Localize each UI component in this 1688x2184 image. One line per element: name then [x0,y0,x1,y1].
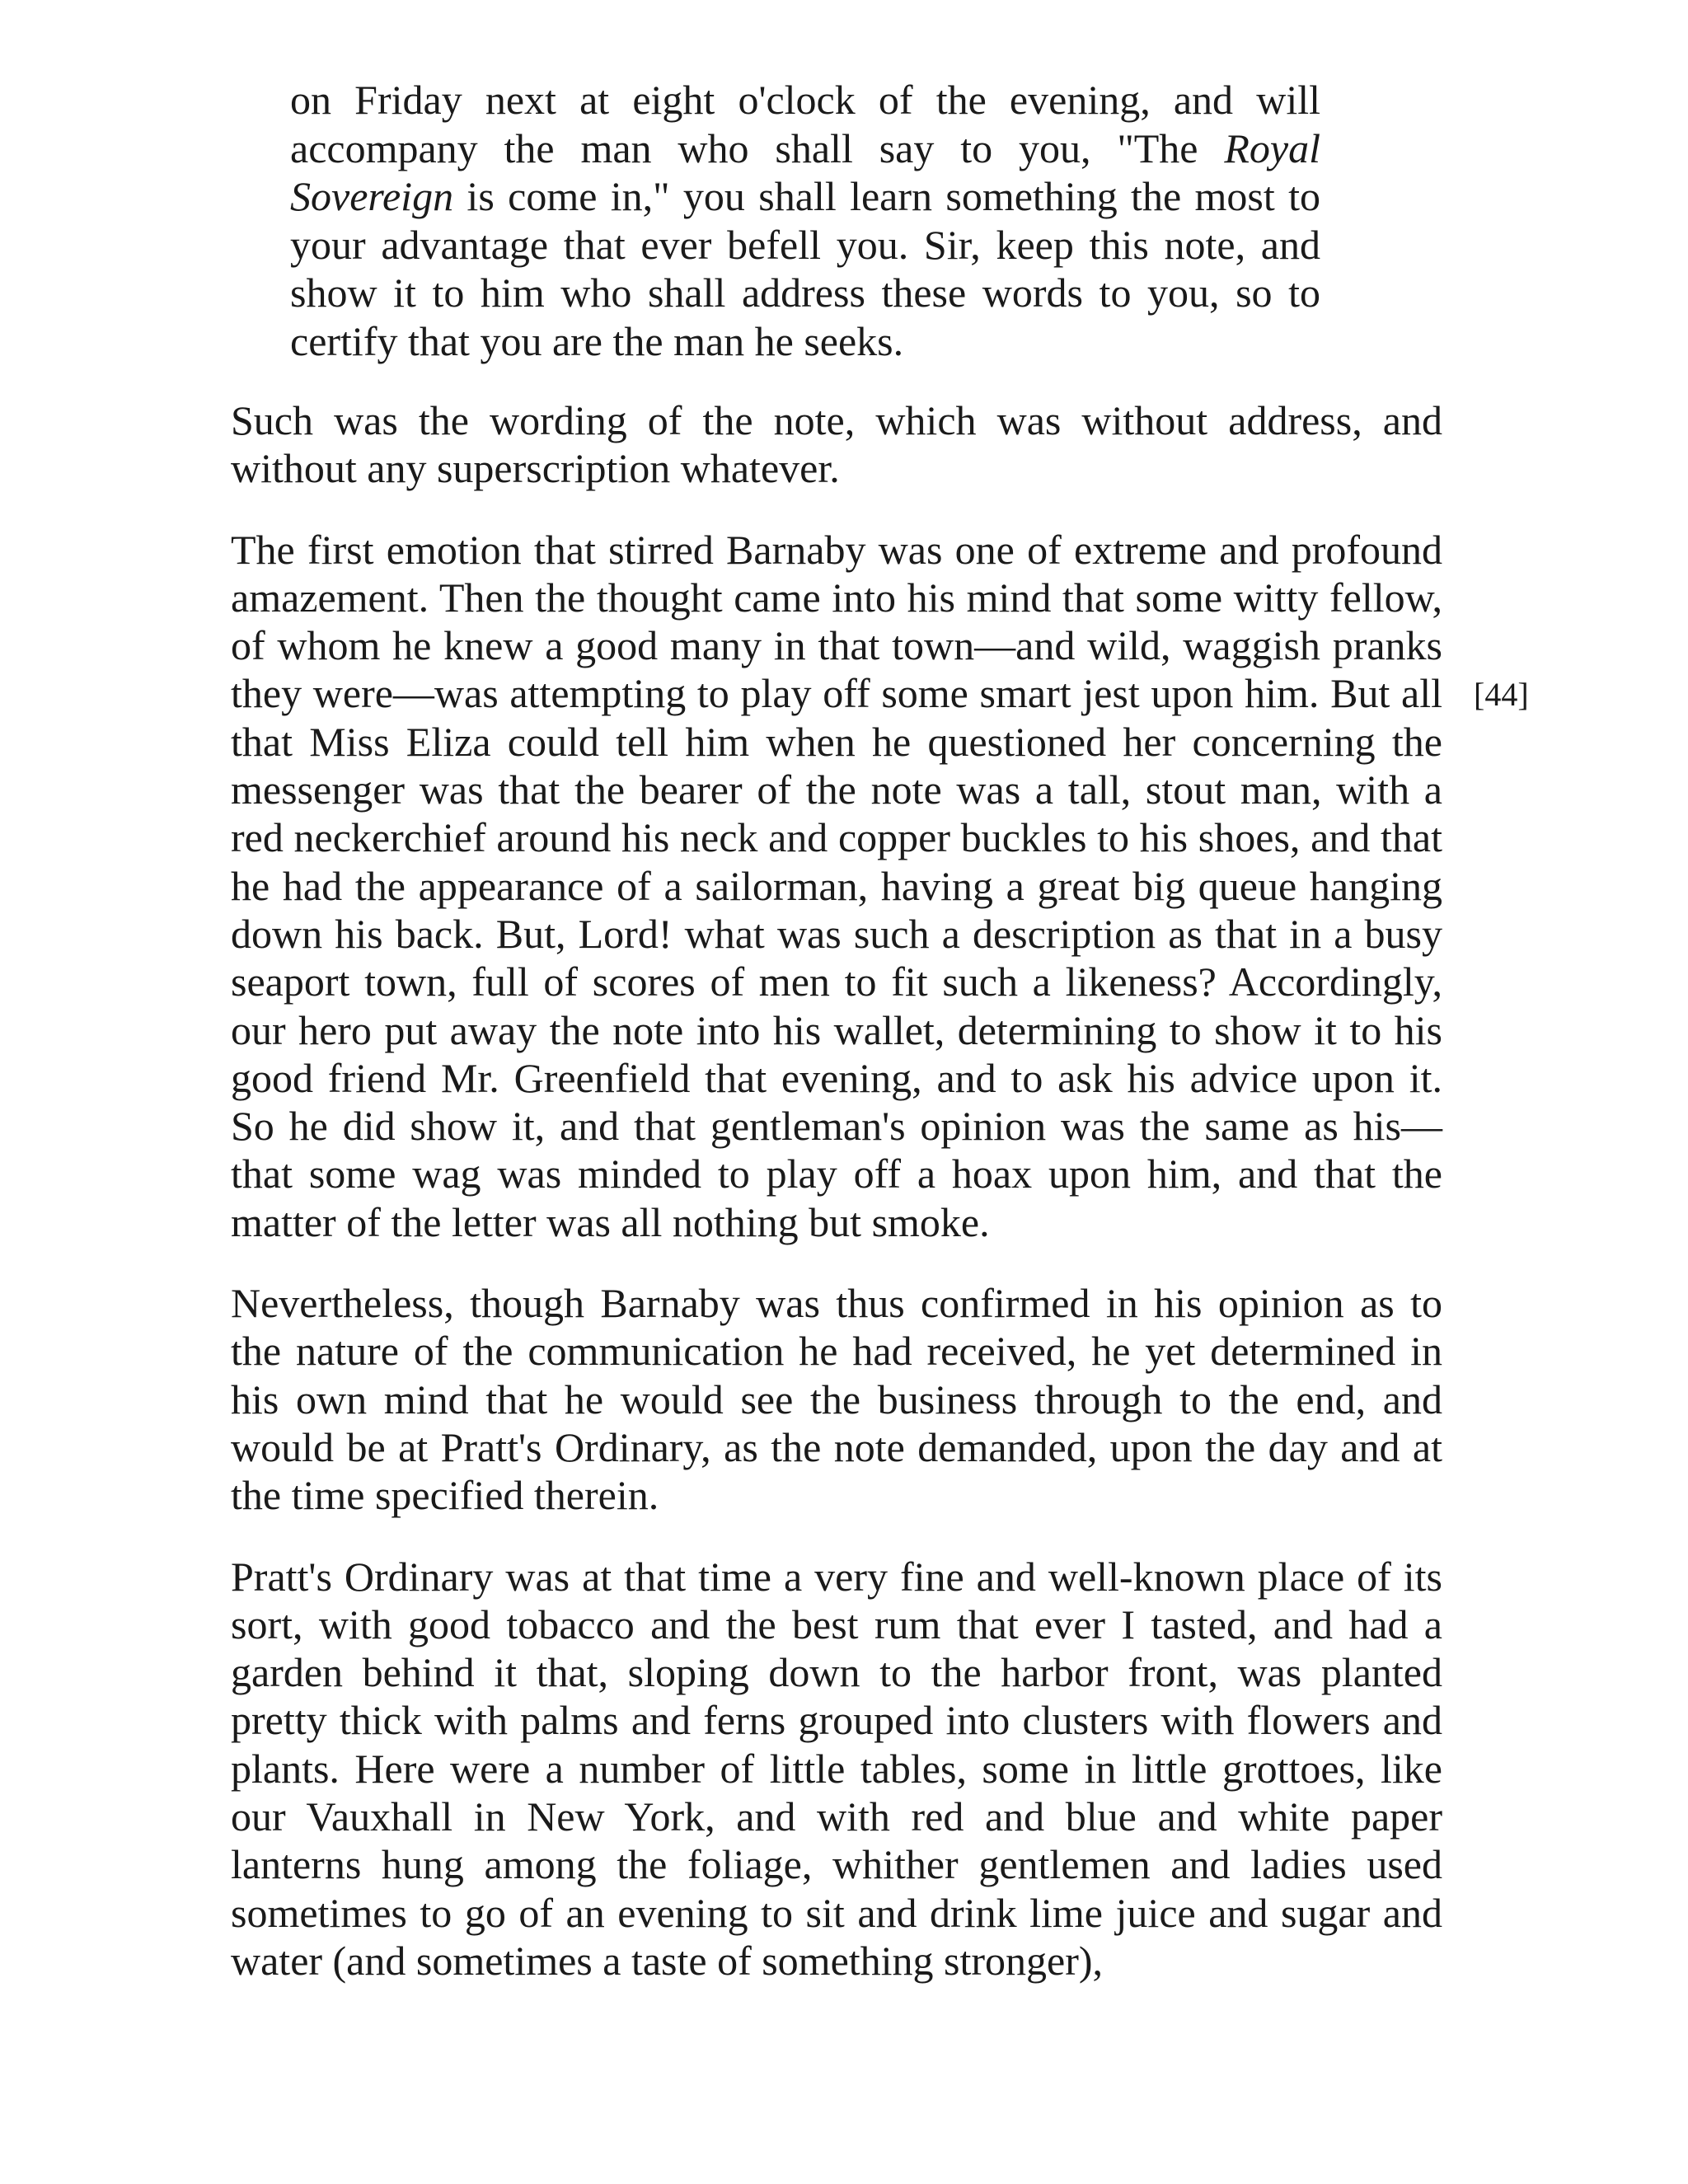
letter-text-1: on Friday next at eight o'clock of the evening, and will accompany the man who shall say to you, "The [290,77,1320,171]
letter-text-2: is come in," you shall learn something the most to your advantage that ever befell you. Sir, keep this note, and show it to him who shall address these words to you, so to certify that you are the man he seeks. [290,173,1320,364]
page-body [231,76,1442,2018]
paragraph-nevertheless: Nevertheless, though Barnaby was thus confirmed in his opinion as to the nature of the communication he had received, he yet determined in his own mind that he would see the business through to the end, and would be at Pratt's Ordinary, as the note demanded, upon the day and at the time specified therein. [231,1280,1442,1519]
paragraph-pratts-ordinary: Pratt's Ordinary was at that time a very fine and well-known place of its sort, with good tobacco and the best rum that ever I tasted, and had a garden behind it that, sloping down to the harbor front, was planted pretty thick with palms and ferns grouped into clusters with flowers and plants. Here were a number of little tables, some in little grottoes, like our Vauxhall in New York, and with red and blue and white paper lanterns hung among the foliage, whither gentlemen and ladies used sometimes to go of an evening to sit and drink lime juice and sugar and water (and sometimes a taste of something stronger), [231,1553,1442,1984]
paragraph-amazement: The first emotion that stirred Barnaby was one of extreme and profound amazement. Then the thought came into his mind that some witty fellow, of whom he knew a good many in that town—and wild, waggish pranks they were—was attempting to play off some smart jest upon him. But all that Miss Eliza could tell him when he questioned her concerning the messenger was that the bearer of the note was a tall, stout man, with a red neckerchief around his neck and copper buckles to his shoes, and that he had the appearance of a sailorman, having a great big queue hanging down his back. But, Lord! what was such a description as that in a busy seaport town, full of scores of men to fit such a likeness? Accordingly, our hero put away the note into his wallet, determining to show it to his good friend Mr. Greenfield that evening, and to ask his advice upon it. So he did show it, and that gentleman's opinion was the same as his—that some wag was minded to play off a hoax upon him, and that the matter of the letter was all nothing but smoke. [231,526,1442,1245]
quoted-letter [290,76,1320,365]
paragraph-note-wording: Such was the wording of the note, which was without address, and without any superscription whatever. [231,397,1442,492]
page-number: [44] [1474,676,1529,713]
ship-name: Royal Sovereign [290,124,1320,219]
